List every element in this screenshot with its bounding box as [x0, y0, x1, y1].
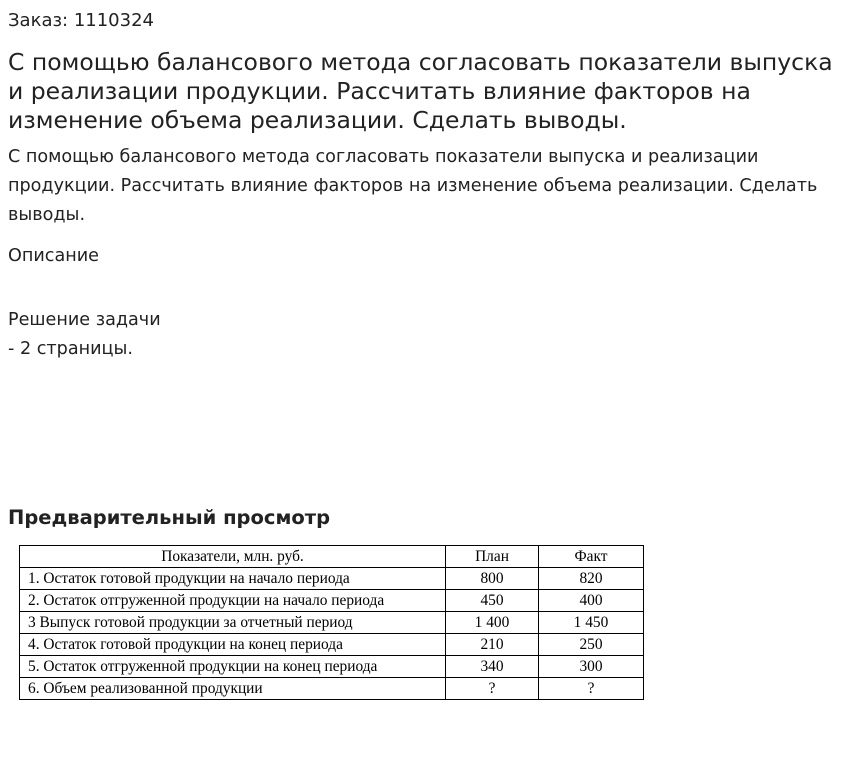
plan-cell: 340 — [446, 656, 539, 678]
table-row — [20, 612, 644, 634]
fact-cell: ? — [539, 678, 644, 700]
fact-cell: 820 — [539, 568, 644, 590]
table-row — [20, 568, 644, 590]
solution-title: Решение задачи — [8, 310, 161, 330]
table-header-row — [20, 546, 644, 568]
solution-pages: - 2 страницы. — [8, 339, 133, 359]
fact-cell: 1 450 — [539, 612, 644, 634]
preview-table — [19, 545, 644, 700]
column-header-indicator: Показатели, млн. руб. — [20, 546, 446, 568]
preview-heading: Предварительный просмотр — [8, 506, 331, 529]
page-title: С помощью балансового метода согласовать показатели выпуска и реализации продукции. Рассчитать влияние факторов на изменение объема реализации. Сделать выводы. — [8, 48, 833, 134]
table-row — [20, 678, 644, 700]
fact-cell: 400 — [539, 590, 644, 612]
indicator-cell: 4. Остаток готовой продукции на конец периода — [20, 634, 446, 656]
order-number: Заказ: 1110324 — [8, 10, 154, 31]
plan-cell: 800 — [446, 568, 539, 590]
column-header-fact: Факт — [539, 546, 644, 568]
plan-cell: 1 400 — [446, 612, 539, 634]
indicator-cell: 2. Остаток отгруженной продукции на начало периода — [20, 590, 446, 612]
indicator-cell: 5. Остаток отгруженной продукции на конец периода — [20, 656, 446, 678]
fact-cell: 250 — [539, 634, 644, 656]
table-row — [20, 590, 644, 612]
table-row — [20, 656, 644, 678]
indicator-cell: 3 Выпуск готовой продукции за отчетный период — [20, 612, 446, 634]
task-text: С помощью балансового метода согласовать показатели выпуска и реализации продукции. Рассчитать влияние факторов на изменение объема реализации. Сделать выводы. — [8, 147, 818, 225]
description-label: Описание — [8, 246, 100, 266]
table-row — [20, 634, 644, 656]
fact-cell: 300 — [539, 656, 644, 678]
indicator-cell: 6. Объем реализованной продукции — [20, 678, 446, 700]
plan-cell: ? — [446, 678, 539, 700]
indicator-cell: 1. Остаток готовой продукции на начало периода — [20, 568, 446, 590]
plan-cell: 450 — [446, 590, 539, 612]
column-header-plan: План — [446, 546, 539, 568]
plan-cell: 210 — [446, 634, 539, 656]
